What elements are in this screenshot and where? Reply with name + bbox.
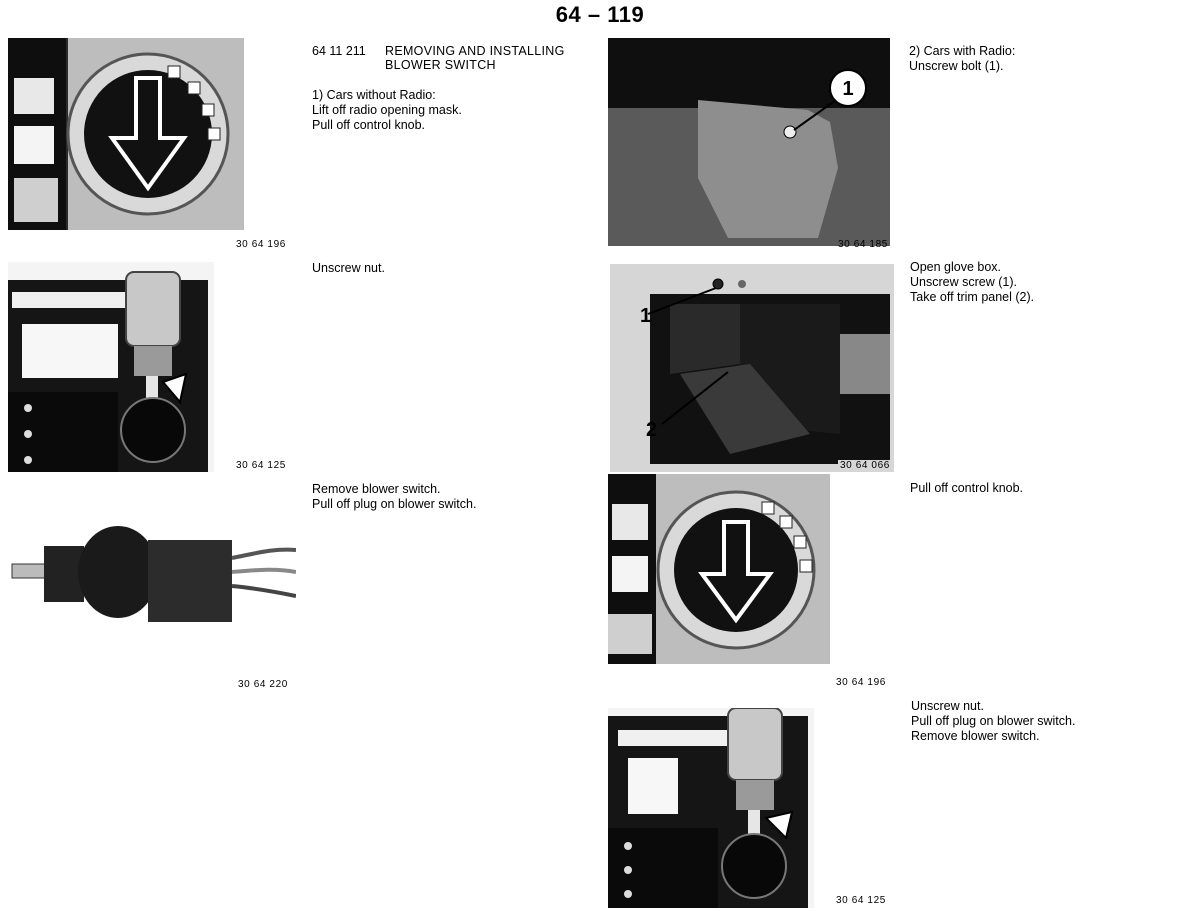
caption-line: Unscrew nut. [911,699,984,713]
section-title-line: BLOWER SWITCH [385,58,496,72]
step-caption [312,482,476,512]
caption-line: 1) Cars without Radio: [312,88,436,102]
photo-control-knob [608,474,830,664]
callout-2: 2 [646,419,658,441]
caption-line: Unscrew screw (1). [910,275,1017,289]
figure-code: 30 64 196 [236,239,286,250]
figure-code: 30 64 066 [840,460,890,471]
caption-line: 2) Cars with Radio: [909,44,1016,58]
callout-1: 1 [842,78,854,100]
step-caption [911,699,1075,744]
photo-glove-box [610,264,894,472]
section-title [385,44,565,72]
section-title-line: REMOVING AND INSTALLING [385,44,565,58]
page-number: 64 – 119 [555,2,645,27]
caption-line: Remove blower switch. [911,729,1040,743]
caption-line: Lift off radio opening mask. [312,103,462,117]
step-caption [910,260,1034,305]
step-caption [312,88,462,133]
step-caption [909,44,1015,74]
figure-code: 30 64 125 [836,895,886,906]
figure-code: 30 64 185 [838,239,888,250]
caption-line: Unscrew bolt (1). [909,59,1004,73]
caption-line: Unscrew nut. [312,261,385,275]
figure-code: 30 64 196 [836,677,886,688]
photo-unscrew-nut [8,262,214,472]
caption-line: Remove blower switch. [312,482,441,496]
callout-1: 1 [640,305,652,327]
figure-code: 30 64 125 [236,460,286,471]
figure-code: 30 64 220 [238,679,288,690]
step-caption [312,261,385,276]
photo-unscrew-nut [608,708,814,908]
step-caption [910,481,1023,496]
caption-line: Pull off control knob. [312,118,426,132]
caption-line: Pull off control knob. [910,481,1024,495]
caption-line: Open glove box. [910,260,1002,274]
caption-line: Take off trim panel (2). [910,290,1035,304]
section-code: 64 11 211 [312,44,366,58]
caption-line: Pull off plug on blower switch. [911,714,1076,728]
photo-blower-switch [8,510,296,638]
photo-bolt [608,38,890,246]
caption-line: Pull off plug on blower switch. [312,497,477,511]
photo-control-knob [8,38,244,230]
